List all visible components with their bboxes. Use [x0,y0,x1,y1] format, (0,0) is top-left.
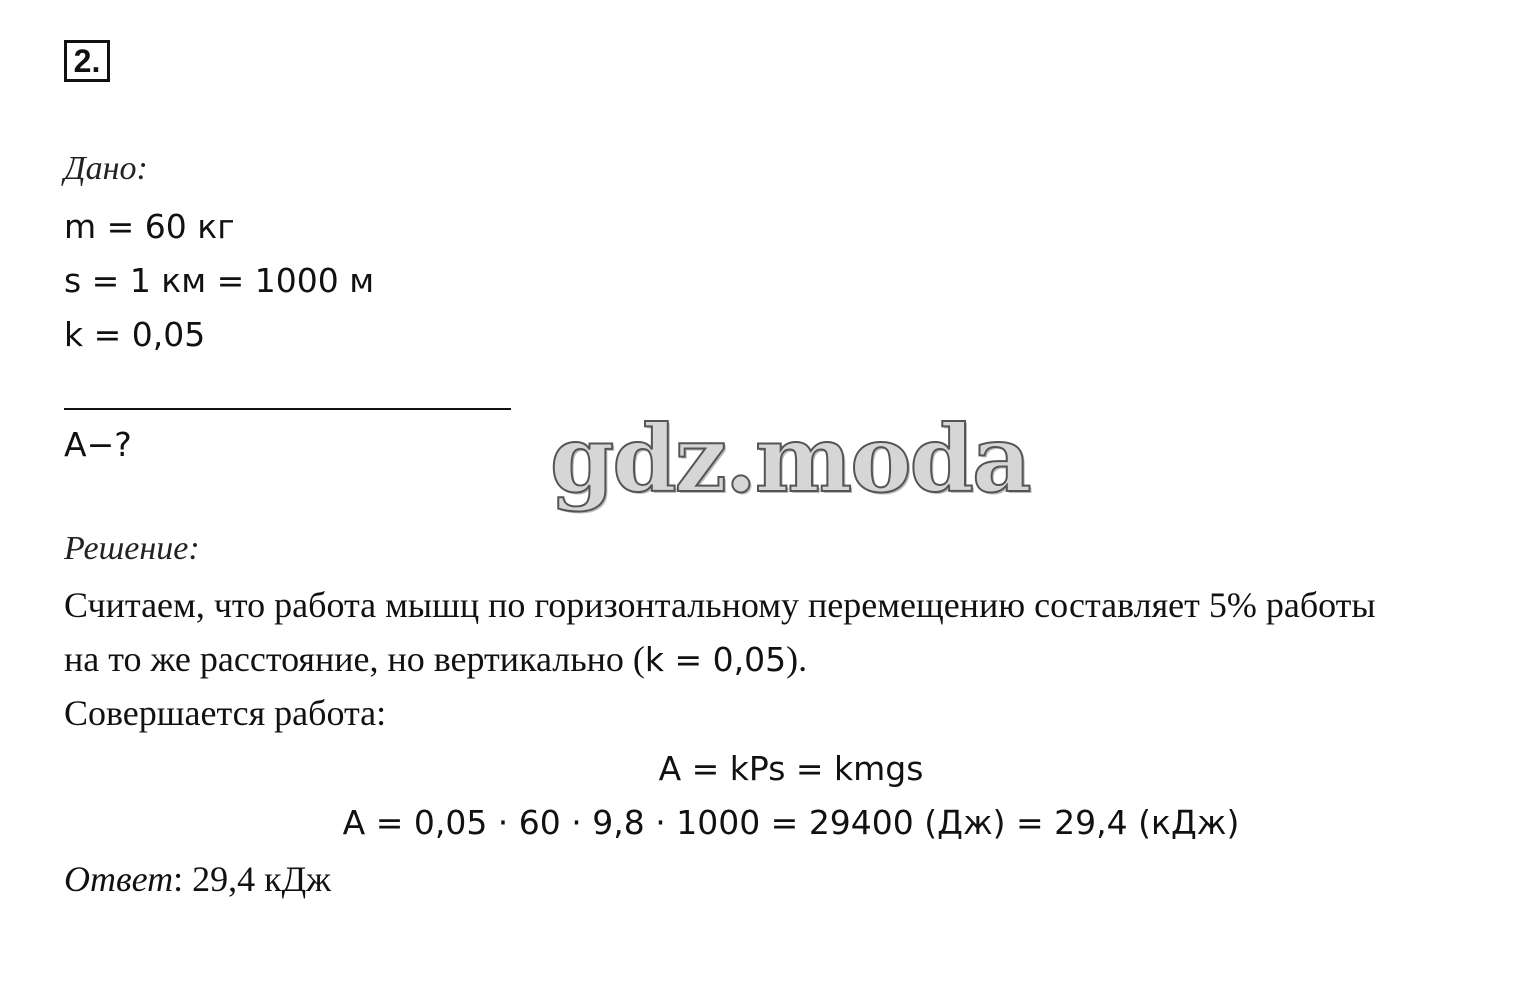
solution-paragraph-line2-end: ). [786,639,808,679]
given-heading: Дано: [64,150,148,187]
inline-coefficient: k = 0,05 [644,640,787,679]
work-intro: Совершается работа: [64,693,387,733]
problem-number-box: 2. [64,40,110,82]
given-divider [64,408,511,410]
answer-value: : 29,4 кДж [173,859,332,899]
work-calculation: A = 0,05 · 60 · 9,8 · 1000 = 29400 (Дж) = 29,4 (кДж) [342,803,1240,842]
solution-paragraph-line2 [64,638,807,680]
given-mass: m = 60 кг [64,207,235,246]
find-question: A−? [64,425,132,464]
given-coefficient: k = 0,05 [64,315,206,354]
solution-heading: Решение: [64,530,200,567]
answer-line [64,858,331,900]
solution-paragraph-line2-text: на то же расстояние, но вертикально ( [64,639,645,679]
watermark-logo: gdz.moda [550,405,1030,513]
work-formula: A = kPs = kmgs [658,749,924,788]
answer-label: Ответ [64,859,174,899]
solution-paragraph-line1: Считаем, что работа мышц по горизонтальному перемещению составляет 5% работы [64,585,1376,625]
given-distance: s = 1 км = 1000 м [64,261,375,300]
